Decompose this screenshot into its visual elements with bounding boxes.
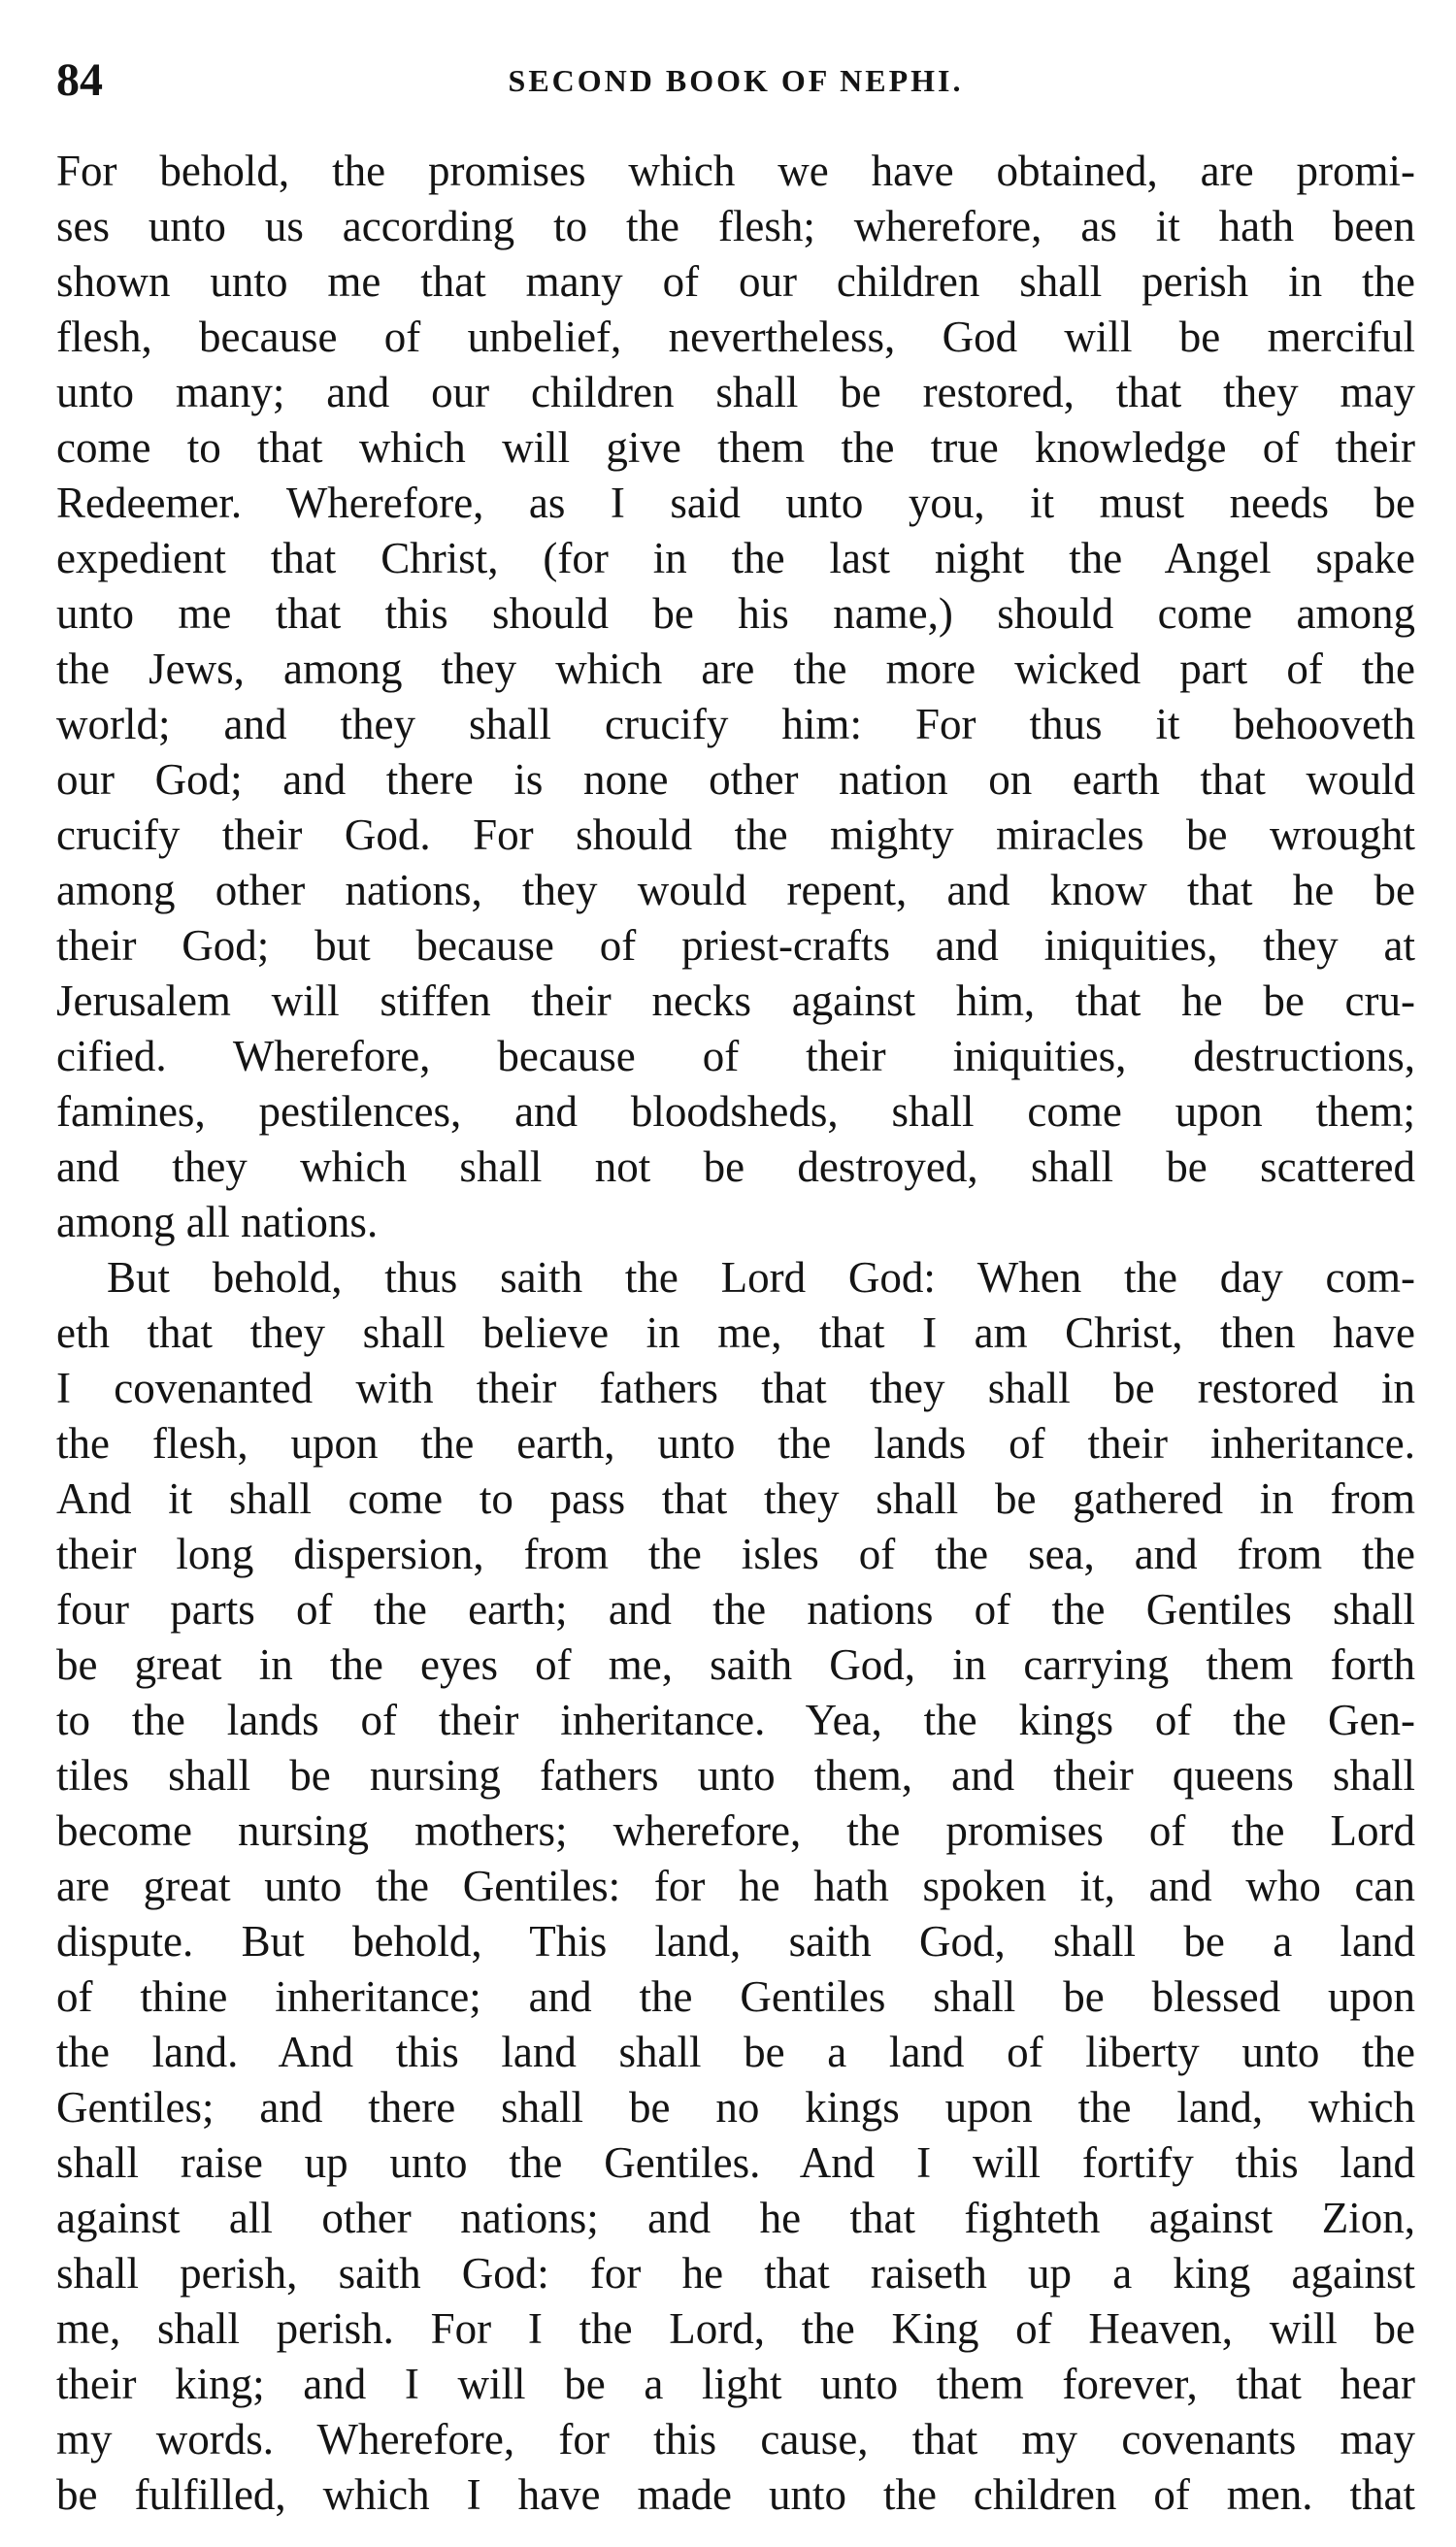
text-line: unto me that this should be his name,) should come among xyxy=(56,589,1415,638)
text-line: For behold, the promises which we have obtained, are promi- xyxy=(56,147,1415,195)
text-line: the land. And this land shall be a land of liberty unto the xyxy=(56,2028,1415,2076)
text-line: flesh, because of unbelief, nevertheless, God will be merciful xyxy=(56,313,1415,361)
text-line: be fulfilled, which I have made unto the children of men. that xyxy=(56,2470,1415,2519)
text-line: be great in the eyes of me, saith God, in carrying them forth xyxy=(56,1640,1415,1689)
text-line: world; and they shall crucify him: For thus it behooveth xyxy=(56,700,1415,748)
text-line: of thine inheritance; and the Gentiles shall be blessed upon xyxy=(56,1972,1415,2021)
page-header xyxy=(56,47,1415,115)
paragraph-end-line: among all nations. xyxy=(56,1198,379,1246)
text-line: and they which shall not be destroyed, shall be scattered xyxy=(56,1142,1415,1191)
text-line: shown unto me that many of our children shall perish in the xyxy=(56,257,1415,306)
text-line: Gentiles; and there shall be no kings upon the land, which xyxy=(56,2083,1415,2132)
text-line: their king; and I will be a light unto them forever, that hear xyxy=(56,2360,1415,2408)
text-line: cified. Wherefore, because of their iniquities, destructions, xyxy=(56,1032,1415,1080)
page-body xyxy=(56,144,1415,2523)
text-line: eth that they shall believe in me, that I am Christ, then have xyxy=(56,1308,1415,1357)
paragraph-first-line: But behold, thus saith the Lord God: When the day com- xyxy=(107,1253,1415,1302)
text-line: tiles shall be nursing fathers unto them, and their queens shall xyxy=(56,1751,1415,1800)
text-line: shall perish, saith God: for he that raiseth up a king against xyxy=(56,2249,1415,2298)
text-line: unto many; and our children shall be restored, that they may xyxy=(56,368,1415,416)
text-line: the flesh, upon the earth, unto the lands of their inheritance. xyxy=(56,1419,1415,1468)
page-number: 84 xyxy=(56,54,103,106)
text-line: Jerusalem will stiffen their necks against him, that he be cru- xyxy=(56,976,1415,1025)
text-line: ses unto us according to the flesh; wherefore, as it hath been xyxy=(56,202,1415,250)
text-line: famines, pestilences, and bloodsheds, shall come upon them; xyxy=(56,1087,1415,1136)
text-line: my words. Wherefore, for this cause, that my covenants may xyxy=(56,2415,1415,2464)
running-title: SECOND BOOK OF NEPHI. xyxy=(508,63,964,98)
text-line: to the lands of their inheritance. Yea, the kings of the Gen- xyxy=(56,1696,1415,1744)
text-line: me, shall perish. For I the Lord, the King of Heaven, will be xyxy=(56,2304,1415,2353)
text-line: come to that which will give them the true knowledge of their xyxy=(56,423,1415,472)
text-line: are great unto the Gentiles: for he hath spoken it, and who can xyxy=(56,1862,1415,1910)
text-line: their God; but because of priest-crafts and iniquities, they at xyxy=(56,921,1415,970)
text-line: expedient that Christ, (for in the last night the Angel spake xyxy=(56,534,1415,582)
text-line: the Jews, among they which are the more wicked part of the xyxy=(56,645,1415,693)
text-line: crucify their God. For should the mighty miracles be wrought xyxy=(56,810,1415,859)
text-line: among other nations, they would repent, and know that he be xyxy=(56,866,1415,914)
text-line: Redeemer. Wherefore, as I said unto you, it must needs be xyxy=(56,479,1415,527)
text-line: become nursing mothers; wherefore, the promises of the Lord xyxy=(56,1806,1415,1855)
text-line: I covenanted with their fathers that they shall be restored in xyxy=(56,1364,1415,1412)
text-line: our God; and there is none other nation on earth that would xyxy=(56,755,1415,804)
text-line: shall raise up unto the Gentiles. And I will fortify this land xyxy=(56,2138,1415,2187)
text-line: dispute. But behold, This land, saith God, shall be a land xyxy=(56,1917,1415,1966)
text-line: And it shall come to pass that they shall be gathered in from xyxy=(56,1474,1415,1523)
text-line: their long dispersion, from the isles of the sea, and from the xyxy=(56,1530,1415,1578)
text-line: four parts of the earth; and the nations of the Gentiles shall xyxy=(56,1585,1415,1634)
text-line: against all other nations; and he that fighteth against Zion, xyxy=(56,2194,1415,2242)
